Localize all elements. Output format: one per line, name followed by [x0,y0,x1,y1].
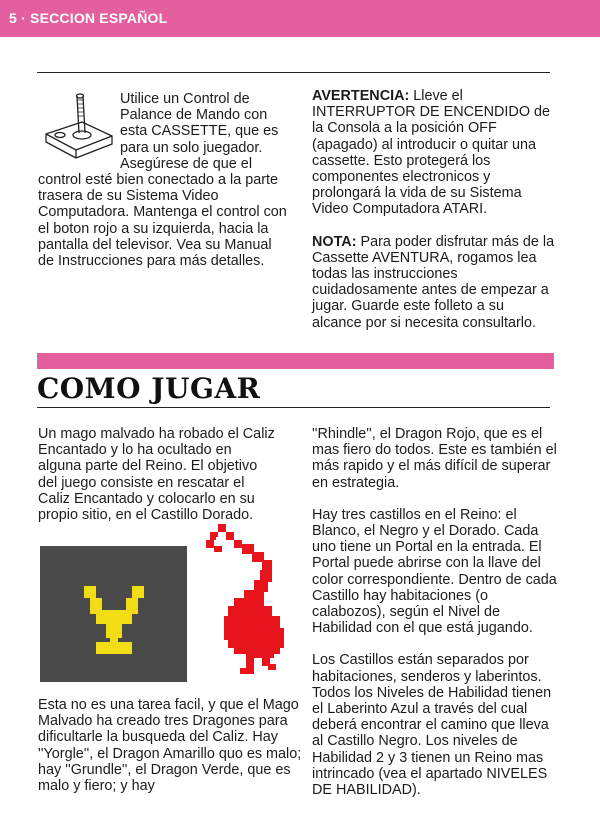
col-left-intro [38,426,278,523]
dragons-paragraph: Esta no es una tarea facil, y que el Mago Malvado ha creado tres Dragones para dificultarle la busqueda del Caliz. Hay ''Yorgle'', el Dragon Amarillo quo es malo; hay ''Grundle'', el Dragon Verde, que es malo y fiero; y hay [38,697,302,795]
section-header-title: 5 · SECCION ESPAÑOL [9,10,168,26]
section-title: COMO JUGAR [37,372,261,405]
warning-text: Lleve el INTERRUPTOR DE ENCENDIDO de la Consola a la posición OFF (apagado) al introducir o quitar una cassette. Esto protegerá los componentes electronicos y prolongará la vida de su Sistema Video Computadora ATARI. [312,88,551,218]
section-band [37,353,554,369]
dragon-eye [216,537,220,541]
warning-paragraph [312,88,557,218]
labyrinth-paragraph: Los Castillos están separados por habitaciones, senderos y laberintos. Todos los Niveles de Habilidad tienen el Laberinto Azul a través del cual deberá encontrar el camino que lleva al Castillo Negro. Los niveles de Habilidad 2 y 3 tienen un Reino mas intrincado (vea el apartado NIVELES DE HABILIDAD). [312,652,552,799]
dragon-image [206,524,294,678]
rhindle-paragraph: ''Rhindle'', el Dragon Rojo, que es el mas fiero do todos. Este es también el más rapido y el más difícil de superar en estrategia. [312,426,557,491]
col-left-dragons [38,697,303,794]
note-text: Para poder disfrutar más de la Cassette AVENTURA, rogamos lea todas las instrucciones cuidadosamente antes de empezar a jugar. Guarde este folleto a su alcance por si necesita consultarlo. [312,233,555,331]
joystick-instructions-block [38,91,288,269]
intro-paragraph: Un mago malvado ha robado el Caliz Encantado y lo ha ocultado en alguna parte del Reino. El objetivo del juego consiste en rescatar el Caliz Encantado y colocarlo en su propio sitio, en el Castillo Dorado. [38,426,275,524]
warning-label: AVERTENCIA: [312,88,410,104]
joystick-instructions-text: Utilice un Control de Palance de Mando con esta CASSETTE, que es para un solo juegador. Asegúrese de que el control esté bien conectado a la parte trasera de su Sistema Video Computadora. Mantenga el control con el boton rojo a su izquierda, hacia la pantalla del televisor. Vea su Manual de Instrucciones para más detalles. [38,91,287,270]
note-paragraph [312,234,557,331]
chalice-image [40,546,187,682]
joystick-wrap-spacer [38,91,120,169]
note-label: NOTA: [312,233,357,250]
warning-block [312,88,557,331]
section-divider [37,407,550,408]
col-right [312,426,560,798]
top-divider [37,72,550,73]
castles-paragraph: Hay tres castillos en el Reino: el Blanco, el Negro y el Dorado. Cada uno tiene un Portal en la entrada. El Portal puede abrirse con la llave del color correspondiente. Dentro de cada Castillo hay habitaciones (o calabozos), según el Nivel de Habilidad con el que está jugando. [312,506,557,637]
